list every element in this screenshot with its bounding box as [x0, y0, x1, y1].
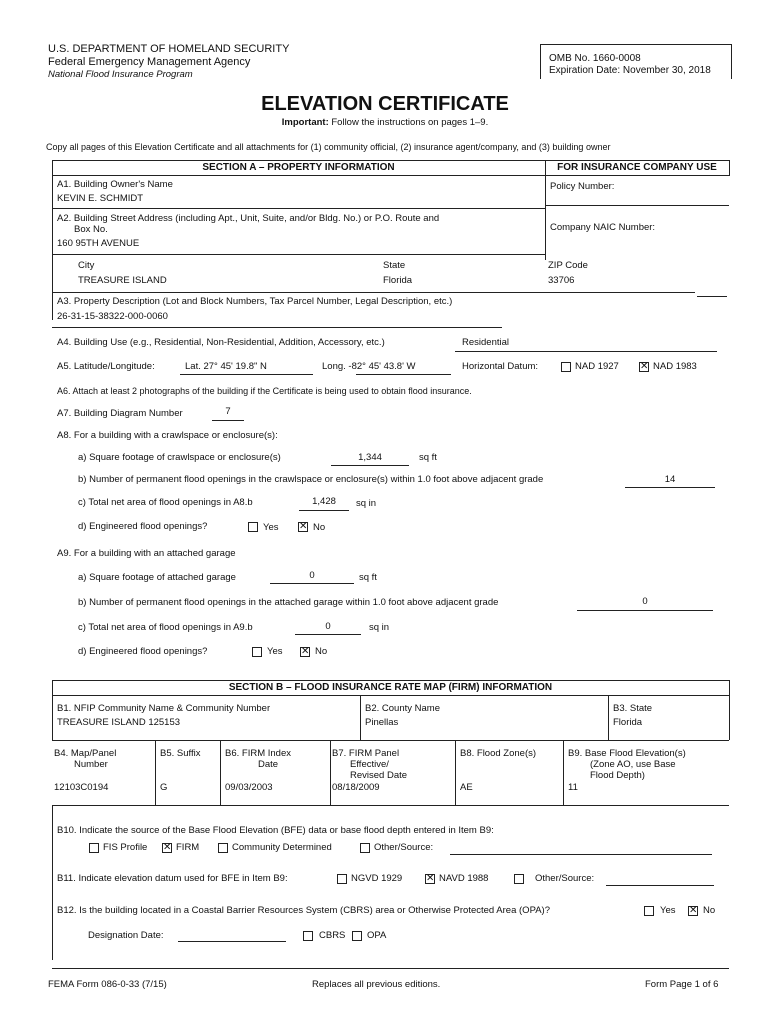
b6-label: B6. FIRM Index	[225, 748, 291, 759]
b12-cbrs-checkbox[interactable]	[303, 931, 313, 941]
insurance-use-heading: FOR INSURANCE COMPANY USE	[557, 162, 717, 173]
b10-fis-label: FIS Profile	[103, 842, 148, 853]
b10-other-checkbox[interactable]	[360, 843, 370, 853]
a9d-no-label: No	[315, 646, 328, 657]
a9-label: A9. For a building with an attached garage	[57, 548, 236, 559]
a8-label: A8. For a building with a crawlspace or enclosure(s):	[57, 430, 278, 441]
zip-label: ZIP Code	[548, 260, 588, 271]
b12-cbrs-label: CBRS	[319, 930, 346, 941]
b10-label: B10. Indicate the source of the Base Flood Elevation (BFE) data or base flood depth entered in Item B9:	[57, 825, 494, 836]
a6-instructions: A6. Attach at least 2 photographs of the building if the Certificate is being used to obtain flood insurance.	[57, 386, 472, 396]
a8b-label: b) Number of permanent flood openings in the crawlspace or enclosure(s) within 1.0 foot above adjacent grade	[78, 474, 544, 485]
a9a-value: 0	[309, 570, 315, 581]
b4-label: B4. Map/Panel	[54, 748, 117, 759]
a8c-unit: sq in	[356, 498, 377, 509]
section-a-heading: SECTION A – PROPERTY INFORMATION	[202, 162, 395, 173]
b11-label: B11. Indicate elevation datum used for BFE in Item B9:	[57, 873, 288, 884]
a9c-unit: sq in	[369, 622, 390, 633]
b11-other-checkbox[interactable]	[514, 874, 524, 884]
a8b-value: 14	[664, 474, 676, 485]
b4-map-panel-number: 12103C0194	[54, 782, 109, 793]
a8c-label: c) Total net area of flood openings in A8.b	[78, 497, 253, 508]
b12-label: B12. Is the building located in a Coastal Barrier Resources System (CBRS) area or Otherwise Protected Area (OPA)?	[57, 905, 550, 916]
b7-label-cont2: Revised Date	[350, 770, 408, 781]
b6-firm-index-date: 09/03/2003	[225, 782, 273, 793]
a9a-unit: sq ft	[359, 572, 377, 583]
policy-number-label: Policy Number:	[550, 181, 615, 192]
a5-longitude: Long. -82° 45' 43.8' W	[322, 361, 416, 372]
b12-designation-label: Designation Date:	[88, 930, 164, 941]
b9-base-flood-elevation: 11	[568, 782, 578, 793]
important-text: Follow the instructions on pages 1–9.	[331, 117, 489, 128]
b5-suffix: G	[160, 782, 168, 793]
a9d-no-checkbox[interactable]: ✕	[301, 646, 310, 657]
a4-building-use: Residential	[462, 337, 509, 348]
form-number: FEMA Form 086-0-33 (7/15)	[48, 979, 167, 990]
b7-label-cont1: Effective/	[350, 759, 389, 770]
a2-label-cont: Box No.	[74, 224, 108, 235]
a9d-yes-label: Yes	[267, 646, 283, 657]
b10-firm-checkbox[interactable]: ✕	[163, 842, 172, 853]
b5-label: B5. Suffix	[160, 748, 201, 759]
a2-label: A2. Building Street Address (including Apt., Unit, Suite, and/or Bldg. No.) or P.O. Route and	[57, 213, 440, 224]
a4-label: A4. Building Use (e.g., Residential, Non-Residential, Addition, Accessory, etc.)	[57, 337, 385, 348]
nad1983-checkbox[interactable]: ✕	[640, 361, 649, 372]
a8a-value: 1,344	[358, 452, 382, 463]
b4-label-cont: Number	[74, 759, 108, 770]
expiration-date: Expiration Date: November 30, 2018	[549, 65, 711, 76]
section-b-heading: SECTION B – FLOOD INSURANCE RATE MAP (FIRM) INFORMATION	[228, 682, 553, 693]
b8-label: B8. Flood Zone(s)	[460, 748, 537, 759]
b10-other-label: Other/Source:	[374, 842, 434, 853]
nad1927-label: NAD 1927	[575, 361, 619, 372]
a1-label: A1. Building Owner's Name	[57, 179, 173, 190]
b1-label: B1. NFIP Community Name & Community Number	[57, 703, 271, 714]
omb-number: OMB No. 1660-0008	[549, 53, 641, 64]
b6-label-cont: Date	[258, 759, 279, 770]
b9-label-cont1: (Zone AO, use Base	[590, 759, 676, 770]
omb-box	[540, 44, 732, 79]
nad1927-checkbox[interactable]	[561, 362, 571, 372]
a9d-label: d) Engineered flood openings?	[78, 646, 208, 657]
b12-yes-label: Yes	[660, 905, 676, 916]
a8a-label: a) Square footage of crawlspace or enclosure(s)	[78, 452, 281, 463]
b12-opa-checkbox[interactable]	[352, 931, 362, 941]
b10-community-label: Community Determined	[232, 842, 332, 853]
a8d-no-label: No	[313, 522, 326, 533]
b7-effective-date: 08/18/2009	[332, 782, 380, 793]
important-note	[0, 117, 770, 128]
b2-label: B2. County Name	[365, 703, 440, 714]
a7-diagram-number: 7	[225, 406, 231, 417]
a9b-value: 0	[642, 596, 648, 607]
b11-ngvd-checkbox[interactable]	[337, 874, 347, 884]
agency-subname: Federal Emergency Management Agency	[48, 56, 251, 68]
b11-navd-checkbox[interactable]: ✕	[426, 873, 435, 884]
a8d-label: d) Engineered flood openings?	[78, 521, 208, 532]
b8-flood-zone: AE	[460, 782, 473, 793]
naic-number-label: Company NAIC Number:	[550, 222, 656, 233]
a5-label: A5. Latitude/Longitude:	[57, 361, 155, 372]
b9-label: B9. Base Flood Elevation(s)	[568, 748, 686, 759]
page-number: Form Page 1 of 6	[645, 979, 719, 990]
b11-ngvd-label: NGVD 1929	[351, 873, 403, 884]
city-value: TREASURE ISLAND	[78, 275, 167, 286]
horizontal-datum-label: Horizontal Datum:	[462, 361, 539, 372]
a9a-label: a) Square footage of attached garage	[78, 572, 236, 583]
agency-name: U.S. DEPARTMENT OF HOMELAND SECURITY	[48, 43, 290, 55]
a9c-value: 0	[325, 621, 331, 632]
b10-community-checkbox[interactable]	[218, 843, 228, 853]
a8d-no-checkbox[interactable]: ✕	[299, 521, 308, 532]
b2-county: Pinellas	[365, 717, 399, 728]
a9d-yes-checkbox[interactable]	[252, 647, 262, 657]
program-name: National Flood Insurance Program	[48, 69, 193, 80]
b11-navd-label: NAVD 1988	[439, 873, 489, 884]
b12-yes-checkbox[interactable]	[644, 906, 654, 916]
b9-label-cont2: Flood Depth)	[590, 770, 645, 781]
b10-fis-checkbox[interactable]	[89, 843, 99, 853]
city-label: City	[78, 260, 95, 271]
b11-other-label: Other/Source:	[535, 873, 595, 884]
state-value: Florida	[383, 275, 413, 286]
a3-label: A3. Property Description (Lot and Block Numbers, Tax Parcel Number, Legal Description, etc.)	[57, 296, 453, 307]
b10-firm-label: FIRM	[176, 842, 200, 853]
important-label: Important:	[281, 117, 329, 128]
a3-property-description: 26-31-15-38322-000-0060	[57, 311, 168, 322]
b12-no-label: No	[703, 905, 716, 916]
b12-no-checkbox[interactable]: ✕	[689, 905, 698, 916]
state-label: State	[383, 260, 406, 271]
b1-community: TREASURE ISLAND 125153	[57, 717, 181, 728]
replaces-note: Replaces all previous editions.	[312, 979, 441, 990]
a8a-unit: sq ft	[419, 452, 437, 463]
nad1983-label: NAD 1983	[653, 361, 697, 372]
b3-state: Florida	[613, 717, 643, 728]
zip-value: 33706	[548, 275, 575, 286]
a5-latitude: Lat. 27° 45' 19.8" N	[185, 361, 267, 372]
a8d-yes-checkbox[interactable]	[248, 522, 258, 532]
a8d-yes-label: Yes	[263, 522, 279, 533]
b12-opa-label: OPA	[367, 930, 387, 941]
a2-street-address: 160 95TH AVENUE	[57, 238, 140, 249]
a9b-label: b) Number of permanent flood openings in the attached garage within 1.0 foot above adjacent grade	[78, 597, 499, 608]
b7-label: B7. FIRM Panel	[332, 748, 400, 759]
page-title: ELEVATION CERTIFICATE	[261, 93, 509, 115]
a9c-label: c) Total net area of flood openings in A9.b	[78, 622, 253, 633]
copy-instructions: Copy all pages of this Elevation Certificate and all attachments for (1) community official, (2) insurance agent/company, and (3) building owner	[46, 142, 611, 152]
a8c-value: 1,428	[312, 496, 336, 507]
b3-label: B3. State	[613, 703, 653, 714]
a1-owner-name: KEVIN E. SCHMIDT	[57, 193, 144, 204]
a7-label: A7. Building Diagram Number	[57, 408, 183, 419]
